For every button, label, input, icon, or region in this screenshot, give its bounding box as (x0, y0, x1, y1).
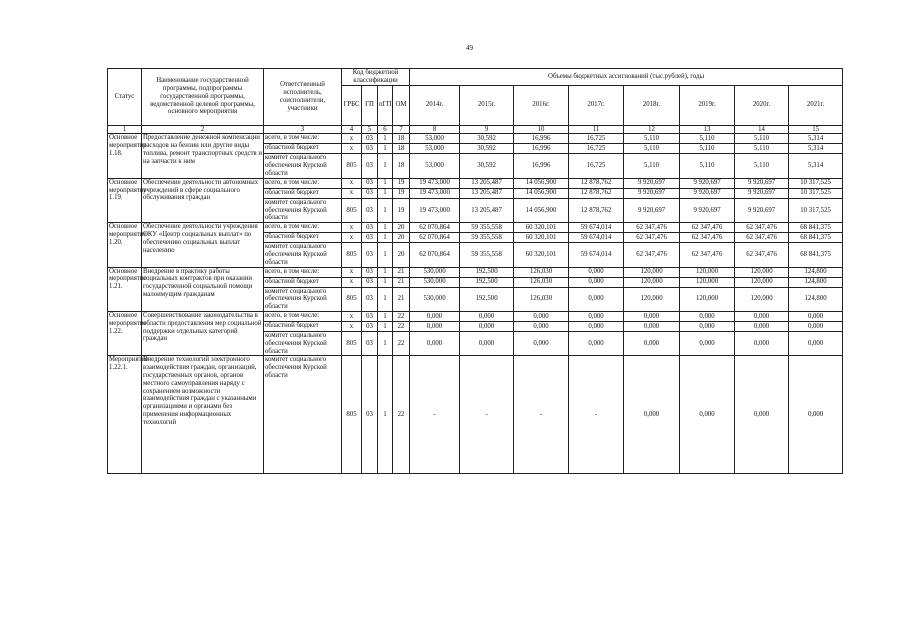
value-cell: 12 878,762 (569, 188, 624, 198)
value-cell: 68 841,375 (789, 243, 843, 267)
responsible-cell: областной бюджет (264, 321, 342, 331)
value-cell: 126,030 (514, 267, 569, 277)
table-row (108, 311, 843, 321)
value-cell: 19 473,000 (410, 198, 460, 222)
code-cell: 1 (378, 233, 393, 243)
value-cell: 16,725 (569, 154, 624, 178)
value-cell: - (514, 356, 569, 474)
code-cell: 22 (393, 321, 410, 331)
value-cell: 53,000 (410, 134, 460, 144)
value-cell: 0,000 (680, 321, 735, 331)
code-cell: 21 (393, 287, 410, 311)
value-cell: 5,110 (624, 134, 680, 144)
value-cell: 0,000 (735, 311, 789, 321)
table-row (108, 223, 843, 233)
value-cell: 9 920,697 (624, 198, 680, 222)
column-number: 10 (514, 125, 569, 134)
responsible-cell: комитет социального обеспечения Курской области (264, 331, 342, 355)
value-cell: 120,000 (680, 277, 735, 287)
value-cell: 0,000 (680, 311, 735, 321)
header-year: 2015г. (460, 85, 514, 125)
value-cell: 5,110 (680, 154, 735, 178)
value-cell: 192,500 (460, 287, 514, 311)
code-cell: 03 (362, 188, 378, 198)
header-year: 2016г. (514, 85, 569, 125)
header-code-col: ГП (362, 85, 378, 125)
value-cell: 10 317,525 (789, 178, 843, 188)
value-cell: 0,000 (735, 321, 789, 331)
status-cell: Мероприятие 1.22.1. (108, 356, 142, 474)
value-cell: 62 347,476 (735, 223, 789, 233)
value-cell: 126,030 (514, 287, 569, 311)
value-cell: 120,000 (624, 277, 680, 287)
measure-name-cell: Обеспечение деятельности автономных учреждений в сфере социального обслуживания граждан (142, 178, 264, 222)
value-cell: 120,000 (680, 267, 735, 277)
value-cell: 5,110 (680, 134, 735, 144)
value-cell: 62 070,864 (410, 223, 460, 233)
code-cell: 1 (378, 321, 393, 331)
value-cell: 9 920,697 (735, 188, 789, 198)
value-cell: 5,110 (624, 154, 680, 178)
value-cell: 59 355,558 (460, 233, 514, 243)
status-cell: Основное мероприятие 1.19. (108, 178, 142, 222)
column-number: 4 (342, 125, 362, 134)
value-cell: 13 205,487 (460, 188, 514, 198)
code-cell: 03 (362, 144, 378, 154)
value-cell: 0,000 (624, 311, 680, 321)
code-cell: 03 (362, 243, 378, 267)
value-cell: 120,000 (735, 287, 789, 311)
code-cell: 03 (362, 331, 378, 355)
value-cell: 530,000 (410, 267, 460, 277)
value-cell: 0,000 (624, 356, 680, 474)
column-number: 8 (410, 125, 460, 134)
value-cell: 5,314 (789, 144, 843, 154)
code-cell: x (342, 267, 362, 277)
value-cell: 0,000 (789, 356, 843, 474)
code-cell: x (342, 311, 362, 321)
value-cell: 60 320,101 (514, 233, 569, 243)
column-number: 12 (624, 125, 680, 134)
header-code-col: ОМ (393, 85, 410, 125)
value-cell: 5,110 (735, 144, 789, 154)
code-cell: 22 (393, 356, 410, 474)
value-cell: 30,592 (460, 154, 514, 178)
code-cell: 1 (378, 134, 393, 144)
code-cell: x (342, 134, 362, 144)
header-year: 2017г. (569, 85, 624, 125)
column-number: 7 (393, 125, 410, 134)
code-cell: 19 (393, 188, 410, 198)
header-code-col: ГРБС (342, 85, 362, 125)
header-year: 2020г. (735, 85, 789, 125)
column-number-row (108, 125, 843, 134)
value-cell: 59 355,558 (460, 223, 514, 233)
measure-name-cell: Предоставление денежной компенсации расходов на бензин или другие виды топлива, ремонт транспортных средств и на запчасти к ним (142, 134, 264, 178)
responsible-cell: комитет социального обеспечения Курской области (264, 154, 342, 178)
code-cell: 03 (362, 267, 378, 277)
value-cell: 0,000 (735, 356, 789, 474)
code-cell: 1 (378, 178, 393, 188)
responsible-cell: областной бюджет (264, 188, 342, 198)
value-cell: 62 070,864 (410, 243, 460, 267)
value-cell: 192,500 (460, 267, 514, 277)
responsible-cell: областной бюджет (264, 277, 342, 287)
value-cell: 0,000 (789, 331, 843, 355)
value-cell: 5,110 (735, 154, 789, 178)
value-cell: 9 920,697 (624, 188, 680, 198)
code-cell: 18 (393, 144, 410, 154)
value-cell: 0,000 (624, 321, 680, 331)
table-row (108, 267, 843, 277)
value-cell: 0,000 (569, 267, 624, 277)
value-cell: 16,996 (514, 134, 569, 144)
value-cell: 62 347,476 (624, 243, 680, 267)
value-cell: 120,000 (680, 287, 735, 311)
code-cell: x (342, 178, 362, 188)
value-cell: 120,000 (735, 277, 789, 287)
value-cell: 59 674,014 (569, 223, 624, 233)
status-cell: Основное мероприятие 1.20. (108, 223, 142, 267)
code-cell: 03 (362, 321, 378, 331)
value-cell: 62 347,476 (735, 243, 789, 267)
code-cell: 19 (393, 198, 410, 222)
code-cell: 1 (378, 154, 393, 178)
code-cell: 1 (378, 243, 393, 267)
code-cell: 03 (362, 154, 378, 178)
value-cell: 0,000 (410, 321, 460, 331)
responsible-cell: комитет социального обеспечения Курской области (264, 287, 342, 311)
value-cell: 12 878,762 (569, 178, 624, 188)
value-cell: 9 920,697 (680, 198, 735, 222)
code-cell: 1 (378, 223, 393, 233)
value-cell: 62 347,476 (680, 233, 735, 243)
value-cell: 124,800 (789, 267, 843, 277)
code-cell: 1 (378, 287, 393, 311)
value-cell: 13 205,487 (460, 178, 514, 188)
value-cell: 5,110 (680, 144, 735, 154)
code-cell: 1 (378, 356, 393, 474)
responsible-cell: комитет социального обеспечения Курской области (264, 356, 342, 474)
value-cell: 0,000 (735, 331, 789, 355)
value-cell: 192,500 (460, 277, 514, 287)
column-number: 1 (108, 125, 142, 134)
value-cell: 0,000 (569, 311, 624, 321)
code-cell: 03 (362, 277, 378, 287)
value-cell: 53,000 (410, 144, 460, 154)
value-cell: 0,000 (460, 311, 514, 321)
value-cell: 0,000 (410, 331, 460, 355)
responsible-cell: всего, в том числе: (264, 267, 342, 277)
header-row (108, 69, 843, 86)
value-cell: 59 355,558 (460, 243, 514, 267)
code-cell: 18 (393, 154, 410, 178)
value-cell: 9 920,697 (624, 178, 680, 188)
code-cell: 805 (342, 331, 362, 355)
value-cell: 0,000 (514, 311, 569, 321)
value-cell: 59 674,014 (569, 233, 624, 243)
code-cell: x (342, 188, 362, 198)
value-cell: 12 878,762 (569, 198, 624, 222)
code-cell: 03 (362, 223, 378, 233)
value-cell: 62 347,476 (680, 223, 735, 233)
status-cell: Основное мероприятие 1.22. (108, 311, 142, 355)
column-number: 11 (569, 125, 624, 134)
responsible-cell: комитет социального обеспечения Курской области (264, 243, 342, 267)
responsible-cell: областной бюджет (264, 233, 342, 243)
code-cell: 20 (393, 223, 410, 233)
value-cell: 0,000 (410, 311, 460, 321)
value-cell: 0,000 (789, 321, 843, 331)
code-cell: 21 (393, 267, 410, 277)
header-responsible: Ответственный исполнитель, соисполнители, участники (264, 69, 342, 126)
responsible-cell: комитет социального обеспечения Курской области (264, 198, 342, 222)
responsible-cell: всего, в том числе: (264, 134, 342, 144)
column-number: 9 (460, 125, 514, 134)
value-cell: 68 841,375 (789, 223, 843, 233)
value-cell: 0,000 (514, 331, 569, 355)
responsible-cell: всего, в том числе: (264, 311, 342, 321)
code-cell: x (342, 223, 362, 233)
table-row (108, 134, 843, 144)
column-number: 5 (362, 125, 378, 134)
value-cell: 14 056,900 (514, 188, 569, 198)
header-code-col: пГП (378, 85, 393, 125)
code-cell: 19 (393, 178, 410, 188)
code-cell: 22 (393, 311, 410, 321)
responsible-cell: областной бюджет (264, 144, 342, 154)
status-cell: Основное мероприятие 1.21. (108, 267, 142, 311)
value-cell: 16,725 (569, 134, 624, 144)
code-cell: x (342, 233, 362, 243)
responsible-cell: всего, в том числе: (264, 223, 342, 233)
value-cell: 68 841,375 (789, 233, 843, 243)
value-cell: 0,000 (460, 331, 514, 355)
value-cell: 124,800 (789, 277, 843, 287)
value-cell: 9 920,697 (735, 198, 789, 222)
value-cell: 9 920,697 (680, 178, 735, 188)
value-cell: 19 473,000 (410, 178, 460, 188)
value-cell: 5,314 (789, 134, 843, 144)
column-number: 14 (735, 125, 789, 134)
value-cell: 19 473,000 (410, 188, 460, 198)
measure-name-cell: Внедрение технологий электронного взаимодействия граждан, организаций, государственных органов, органов местного самоуправления наряду с сохранением возможности взаимодействия граждан с указанными организациями и органами без применения информационных технологий (142, 356, 264, 474)
code-cell: x (342, 321, 362, 331)
value-cell: 0,000 (514, 321, 569, 331)
header-status: Статус (108, 69, 142, 126)
value-cell: 0,000 (624, 331, 680, 355)
code-cell: 03 (362, 311, 378, 321)
measure-name-cell: Обеспечение деятельности учреждения ОКУ «Центр социальных выплат» по обеспечению социальных выплат населению (142, 223, 264, 267)
measure-name-cell: Совершенствование законодательства в области предоставления мер социальной поддержки отдельных категорий граждан (142, 311, 264, 355)
code-cell: 1 (378, 277, 393, 287)
value-cell: 14 056,900 (514, 178, 569, 188)
value-cell: 30,592 (460, 134, 514, 144)
code-cell: 22 (393, 331, 410, 355)
value-cell: 53,000 (410, 154, 460, 178)
column-number: 2 (142, 125, 264, 134)
value-cell: 0,000 (460, 321, 514, 331)
code-cell: 1 (378, 198, 393, 222)
code-cell: 1 (378, 267, 393, 277)
column-number: 3 (264, 125, 342, 134)
code-cell: x (342, 277, 362, 287)
value-cell: 60 320,101 (514, 243, 569, 267)
value-cell: 14 056,900 (514, 198, 569, 222)
value-cell: - (410, 356, 460, 474)
value-cell: 0,000 (789, 311, 843, 321)
value-cell: 62 347,476 (624, 223, 680, 233)
code-cell: 03 (362, 233, 378, 243)
code-cell: 03 (362, 178, 378, 188)
budget-table (107, 68, 843, 474)
value-cell: 5,110 (735, 134, 789, 144)
header-year: 2018г. (624, 85, 680, 125)
value-cell: 9 920,697 (680, 188, 735, 198)
value-cell: 124,800 (789, 287, 843, 311)
value-cell: 530,000 (410, 287, 460, 311)
status-cell: Основное мероприятие 1.18. (108, 134, 142, 178)
code-cell: 805 (342, 198, 362, 222)
value-cell: 0,000 (569, 331, 624, 355)
code-cell: 1 (378, 144, 393, 154)
code-cell: 805 (342, 154, 362, 178)
value-cell: 120,000 (735, 267, 789, 277)
column-number: 13 (680, 125, 735, 134)
code-cell: 1 (378, 311, 393, 321)
measure-name-cell: Внедрение в практику работы социальных контрактов при оказании государственной социальной помощи малоимущим гражданам (142, 267, 264, 311)
code-cell: 03 (362, 198, 378, 222)
code-cell: 20 (393, 243, 410, 267)
code-cell: 20 (393, 233, 410, 243)
column-number: 6 (378, 125, 393, 134)
page-number: 49 (466, 44, 473, 52)
header-year: 2014г. (410, 85, 460, 125)
value-cell: 0,000 (569, 287, 624, 311)
value-cell: 120,000 (624, 267, 680, 277)
value-cell: 10 317,525 (789, 188, 843, 198)
value-cell: - (460, 356, 514, 474)
table-row (108, 178, 843, 188)
value-cell: 16,996 (514, 154, 569, 178)
value-cell: 13 205,487 (460, 198, 514, 222)
value-cell: 5,314 (789, 154, 843, 178)
header-year: 2021г. (789, 85, 843, 125)
column-number: 15 (789, 125, 843, 134)
value-cell: 10 317,525 (789, 198, 843, 222)
value-cell: 16,725 (569, 144, 624, 154)
header-code: Код бюджетной классификации (342, 69, 410, 86)
value-cell: 0,000 (569, 321, 624, 331)
code-cell: 18 (393, 134, 410, 144)
value-cell: 59 674,014 (569, 243, 624, 267)
value-cell: 0,000 (680, 356, 735, 474)
value-cell: - (569, 356, 624, 474)
code-cell: 805 (342, 287, 362, 311)
value-cell: 0,000 (680, 331, 735, 355)
value-cell: 126,030 (514, 277, 569, 287)
responsible-cell: всего, в том числе: (264, 178, 342, 188)
value-cell: 60 320,101 (514, 223, 569, 233)
value-cell: 30,592 (460, 144, 514, 154)
code-cell: 1 (378, 331, 393, 355)
table-row (108, 356, 843, 474)
code-cell: 805 (342, 356, 362, 474)
code-cell: 1 (378, 188, 393, 198)
code-cell: 21 (393, 277, 410, 287)
value-cell: 120,000 (624, 287, 680, 311)
header-name: Наименование государственной программы, подпрограммы государственной программы, ведомственной целевой программы, основного мероприятия (142, 69, 264, 126)
value-cell: 62 347,476 (624, 233, 680, 243)
code-cell: 03 (362, 287, 378, 311)
code-cell: 03 (362, 356, 378, 474)
code-cell: 805 (342, 243, 362, 267)
code-cell: x (342, 144, 362, 154)
value-cell: 62 347,476 (735, 233, 789, 243)
value-cell: 9 920,697 (735, 178, 789, 188)
value-cell: 5,110 (624, 144, 680, 154)
value-cell: 0,000 (569, 277, 624, 287)
value-cell: 62 070,864 (410, 233, 460, 243)
header-year: 2019г. (680, 85, 735, 125)
value-cell: 16,996 (514, 144, 569, 154)
value-cell: 530,000 (410, 277, 460, 287)
value-cell: 62 347,476 (680, 243, 735, 267)
code-cell: 03 (362, 134, 378, 144)
header-volumes: Объемы бюджетных ассигнований (тыс.рублей), годы (410, 69, 843, 86)
